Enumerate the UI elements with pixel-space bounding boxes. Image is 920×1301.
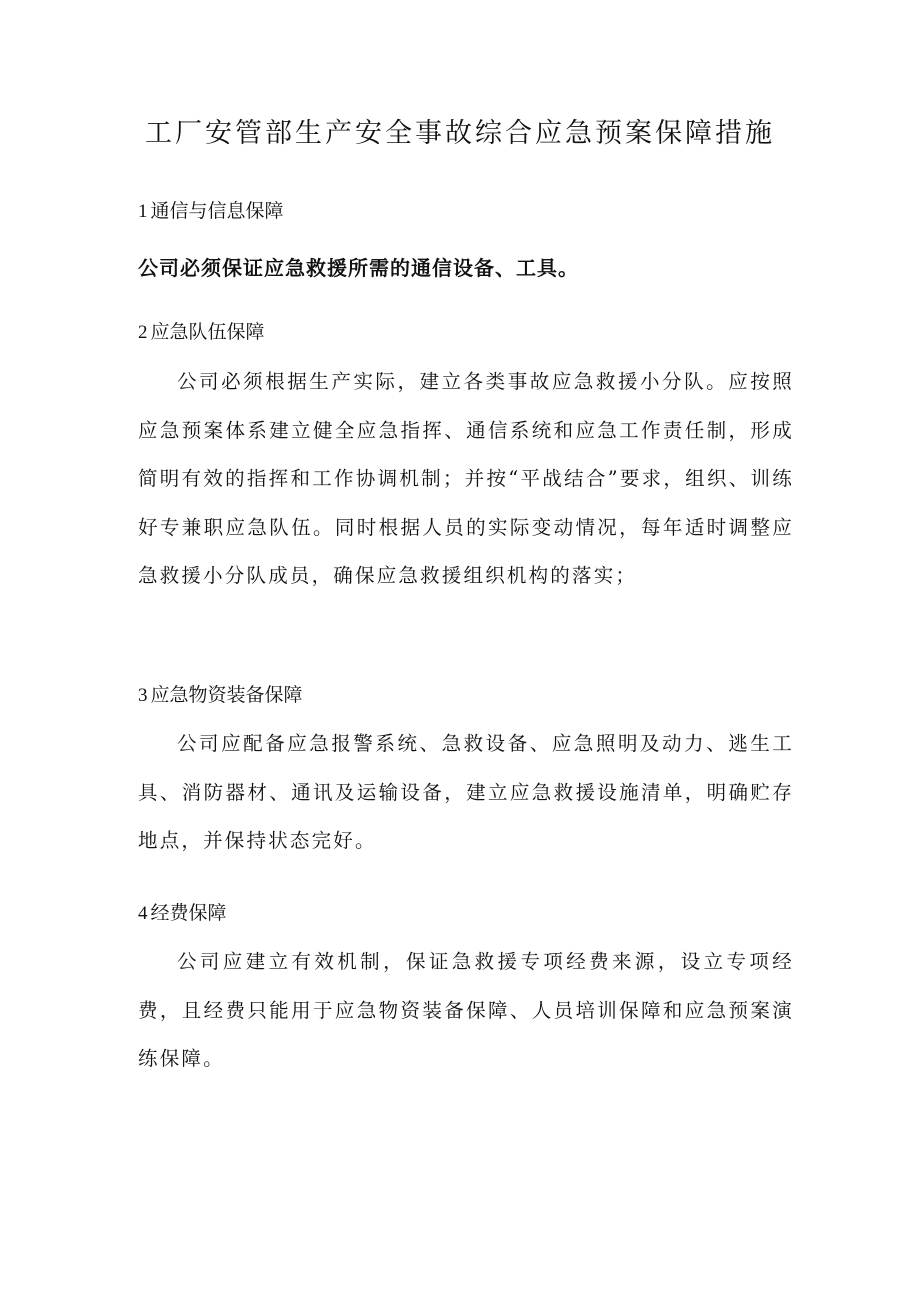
section-1-title: 通信与信息保障: [150, 200, 284, 222]
section-4-body: 公司应建立有效机制，保证急救援专项经费来源，设立专项经费，且经费只能用于应急物资装备保障、人员培训保障和应急预案演练保障。: [138, 950, 794, 1070]
section-3-body: 公司应配备应急报警系统、急救设备、应急照明及动力、逃生工具、消防器材、通讯及运输设备，建立应急救援设施清单，明确贮存地点，并保持状态完好。: [138, 732, 794, 852]
section-3-title: 应急物资装备保障: [150, 684, 303, 706]
section-4-number: 4: [138, 903, 148, 924]
section-1-lead: 公司必须保证应急救援所需的通信设备、工具。: [138, 256, 579, 280]
section-3-number: 3: [138, 685, 148, 706]
section-2-heading: [138, 317, 265, 348]
section-1-number: 1: [138, 201, 148, 222]
section-2-number: 2: [138, 322, 148, 343]
section-2-title: 应急队伍保障: [150, 321, 265, 343]
section-3-heading: [138, 680, 303, 711]
section-4-title: 经费保障: [150, 902, 227, 924]
section-1-heading: [138, 196, 284, 227]
section-4-heading: [138, 898, 227, 929]
document-title: 工厂安管部生产安全事故综合应急预案保障措施: [145, 118, 775, 149]
section-2-body: 公司必须根据生产实际，建立各类事故应急救援小分队。应按照应急预案体系建立健全应急指挥、通信系统和应急工作责任制，形成简明有效的指挥和工作协调机制；并按“平战结合”要求，组织、训练好专兼职应急队伍。同时根据人员的实际变动情况，每年适时调整应急救援小分队成员，确保应急救援组织机构的落实；: [138, 370, 794, 587]
